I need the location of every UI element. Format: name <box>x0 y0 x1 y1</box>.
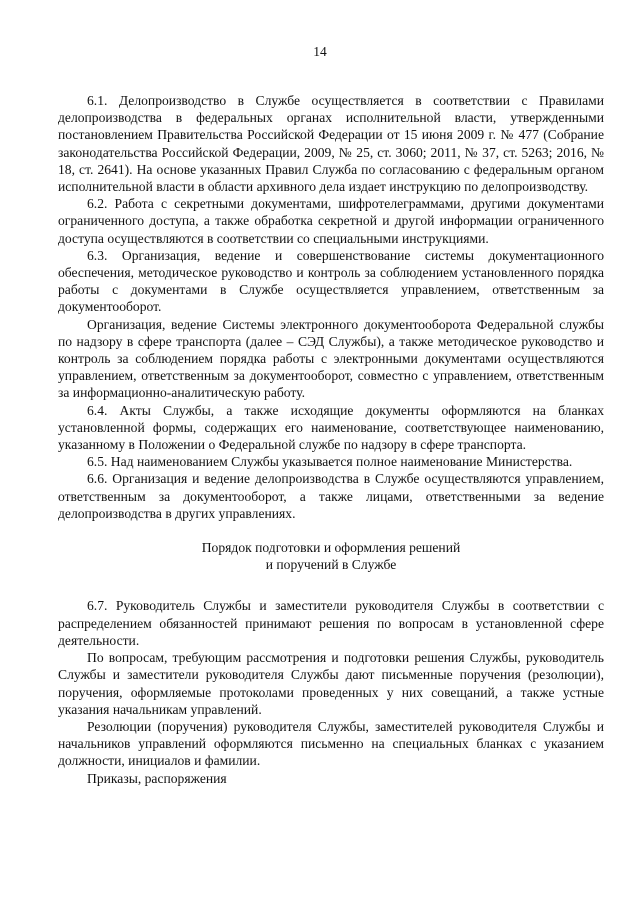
paragraph-6-4: 6.4. Акты Службы, а также исходящие документы оформляются на бланках установленной формы, содержащих его наименование, соответствующее наименованию, указанному в Положении о Федеральной службе по надзору в сфере транспорта. <box>58 402 604 453</box>
paragraph-6-7: 6.7. Руководитель Службы и заместители руководителя Службы в соответствии с распределением обязанностей принимают решения по вопросам в установленной сфере деятельности. <box>58 598 604 648</box>
paragraph-6-1: 6.1. Делопроизводство в Службе осуществляется в соответствии с Правилами делопроизводства в федеральных органах исполнительной власти, утвержденными постановлением Правительства Российской Федерации от 15 июня 2009 г. № 477 (Собрание законодательства Российской Федерации, 2009, № 25, ст. 3060; 2011, № 37, ст. 5263; 2016, № 18, ст. 2641). На основе указанных Правил Служба по согласованию с федеральным органом исполнительной власти в области архивного дела издает инструкцию по делопроизводству. <box>58 93 604 195</box>
paragraph-6-2: 6.2. Работа с секретными документами, шифротелеграммами, другими документами ограниченного доступа, а также обработка секретной и другой информации ограниченного доступа осуществляются в соответствии со специальными инструкциями. <box>58 196 604 246</box>
page-number: 14 <box>313 44 327 59</box>
subheading-orders: Приказы, распоряжения <box>87 770 227 786</box>
paragraph-sed: Организация, ведение Системы электронного документооборота Федеральной службы по надзору в сфере транспорта (далее – СЭД Службы), а также методическое руководство и контроль за соблюдением порядка работы с электронными документами осуществляются управлением, ответственным за документооборот, совместно с управлением, ответственным за информационно-аналитическую работу. <box>58 316 604 401</box>
paragraph-6-6: 6.6. Организация и ведение делопроизводства в Службе осуществляются управлением, ответственным за документооборот, а также лицами, ответственными за ведение делопроизводства в других управлениях. <box>58 471 604 521</box>
paragraph-instructions: По вопросам, требующим рассмотрения и подготовки решения Службы, руководитель Службы и заместители руководителя Службы дают письменные поручения (резолюции), поручения, оформляемые протоколами проведенных у них совещаний, а также устные указания начальникам управлений. <box>58 650 604 717</box>
document-body <box>58 92 604 787</box>
paragraph-resolutions: Резолюции (поручения) руководителя Службы, заместителей руководителя Службы и начальников управлений оформляются письменно на специальных бланках с указанием должности, инициалов и фамилии. <box>58 718 604 769</box>
section-heading-line2: и поручений в Службе <box>265 557 397 573</box>
section-heading-line1: Порядок подготовки и оформления решений <box>201 540 461 556</box>
section-heading <box>58 539 604 573</box>
paragraph-6-5: 6.5. Над наименованием Службы указывается полное наименование Министерства. <box>87 454 573 470</box>
paragraph-6-3: 6.3. Организация, ведение и совершенствование системы документационного обеспечения, методическое руководство и контроль за соблюдением установленного порядка работы с документами в Службе осуществляется управлением, ответственным за документооборот. <box>58 247 604 315</box>
